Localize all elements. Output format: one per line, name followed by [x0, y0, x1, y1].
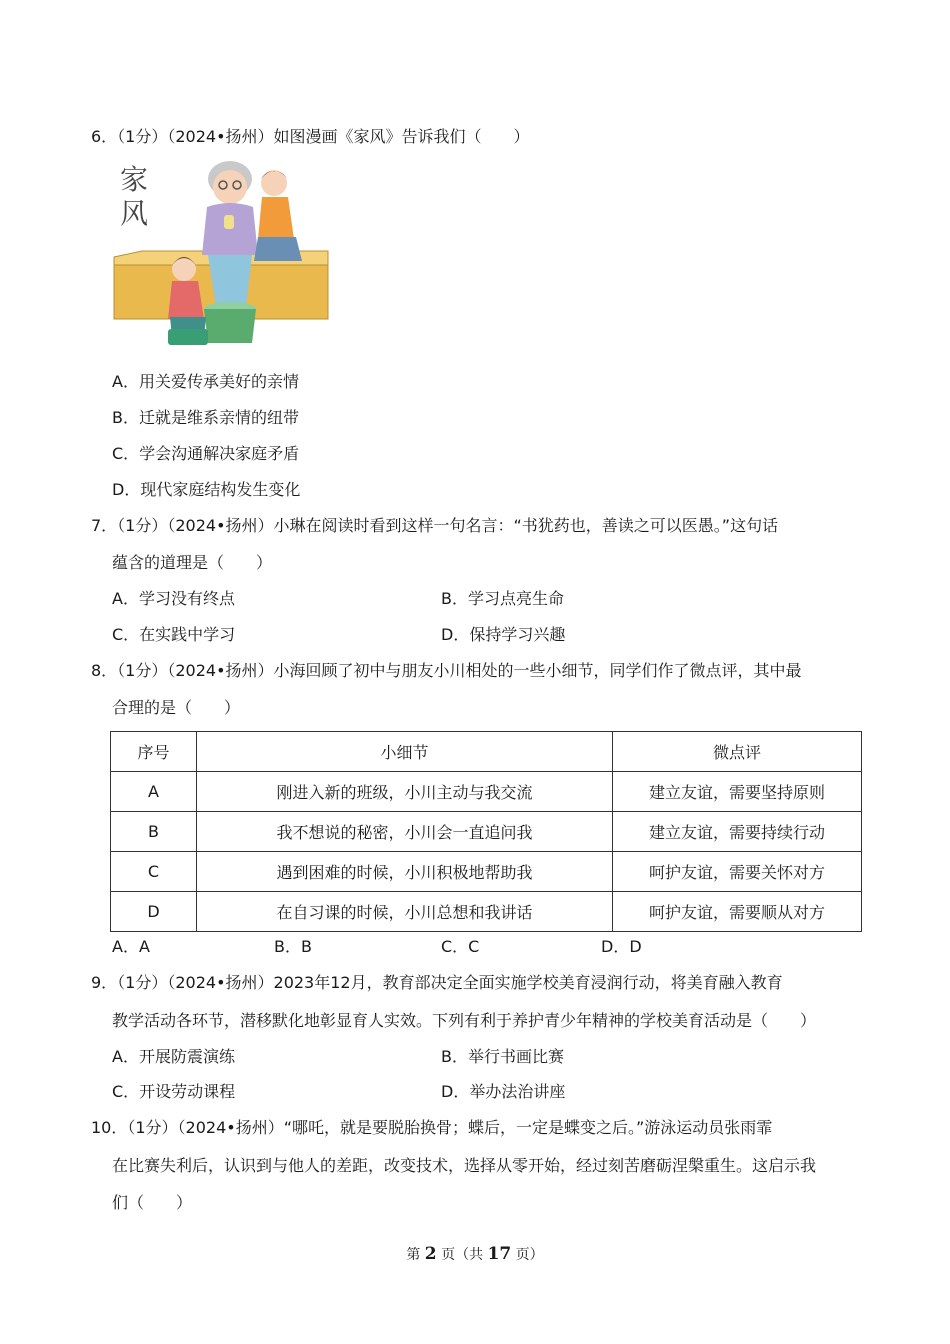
q9-stem-line-2: 教学活动各环节，潜移默化地彰显育人实效。下列有利于养护青少年精神的学校美育活动是（ ） [112, 1011, 817, 1030]
q9-option-c: C．开设劳动课程 [112, 1082, 236, 1101]
table-cell: D [111, 892, 197, 932]
q6-option-a: A．用关爱传承美好的亲情 [112, 372, 299, 391]
table-cell: 呵护友谊，需要顺从对方 [613, 892, 862, 932]
table-cell: 遇到困难的时候，小川积极地帮助我 [197, 852, 613, 892]
q8-stem-line-1: 8．（1分）（2024•扬州）小海回顾了初中与朋友小川相处的一些小细节，同学们作了微点评，其中最 [91, 661, 802, 680]
q9-stem-line-1: 9．（1分）（2024•扬州）2023年12月，教育部决定全面实施学校美育浸润行动，将美育融入教育 [91, 973, 783, 992]
q6-stem: 6．（1分）（2024•扬州）如图漫画《家风》告诉我们（ ） [91, 127, 530, 146]
table-header-cell: 微点评 [613, 732, 862, 772]
footer-page-number: 2 [424, 1244, 437, 1264]
q10-stem-line-1: 10．（1分）（2024•扬州）“哪吒，就是要脱胎换骨；蝶后，一定是蝶变之后。”游泳运动员张雨霏 [91, 1118, 773, 1137]
q7-stem-line-2: 蕴含的道理是（ ） [112, 553, 273, 572]
q6-option-c: C．学会沟通解决家庭矛盾 [112, 444, 300, 463]
table-cell: 在自习课的时候，小川总想和我讲话 [197, 892, 613, 932]
cartoon-title-char-1: 家 [120, 163, 149, 196]
q7-option-d: D．保持学习兴趣 [441, 625, 566, 644]
q8-option-d: D．D [601, 937, 642, 956]
q7-option-c: C．在实践中学习 [112, 625, 236, 644]
q7-option-b: B．学习点亮生命 [441, 589, 564, 608]
table-cell: B [111, 812, 197, 852]
table-header-cell: 小细节 [197, 732, 613, 772]
q9-option-b: B．举行书画比赛 [441, 1047, 564, 1066]
q8-option-c: C．C [441, 937, 480, 956]
table-cell: A [111, 772, 197, 812]
q7-stem-line-1: 7．（1分）（2024•扬州）小琳在阅读时看到这样一句名言：“书犹药也，善读之可以医愚。”这句话 [91, 516, 779, 535]
q6-option-b: B．迁就是维系亲情的纽带 [112, 408, 299, 427]
q8-stem-line-2: 合理的是（ ） [112, 698, 241, 717]
footer-mid: 页（共 [441, 1247, 484, 1263]
table-cell: 我不想说的秘密，小川会一直追问我 [197, 812, 613, 852]
table-header-row [111, 732, 862, 772]
table-row [111, 812, 862, 852]
q8-option-a: A．A [112, 937, 150, 956]
q10-stem-line-2: 在比赛失利后，认识到与他人的差距，改变技术，选择从零开始，经过刻苦磨砺涅槃重生。这启示我 [112, 1156, 817, 1175]
table-row [111, 772, 862, 812]
table-row [111, 852, 862, 892]
q10-stem-line-3: 们（ ） [112, 1193, 193, 1212]
table-cell: 建立友谊，需要坚持原则 [613, 772, 862, 812]
table-cell: C [111, 852, 197, 892]
page-footer [0, 1244, 950, 1265]
q8-table [110, 731, 862, 932]
q9-option-d: D．举办法治讲座 [441, 1082, 566, 1101]
family-cartoon-image [112, 157, 332, 349]
table-header-cell: 序号 [111, 732, 197, 772]
table-cell: 建立友谊，需要持续行动 [613, 812, 862, 852]
cartoon-title-char-2: 风 [120, 197, 149, 230]
table-row [111, 892, 862, 932]
footer-total-pages: 17 [487, 1244, 512, 1264]
table-cell: 刚进入新的班级，小川主动与我交流 [197, 772, 613, 812]
footer-prefix: 第 [406, 1247, 421, 1263]
q7-option-a: A．学习没有终点 [112, 589, 235, 608]
q9-option-a: A．开展防震演练 [112, 1047, 235, 1066]
table-cell: 呵护友谊，需要关怀对方 [613, 852, 862, 892]
q8-option-b: B．B [274, 937, 312, 956]
footer-suffix: 页） [515, 1247, 544, 1263]
q6-option-d: D．现代家庭结构发生变化 [112, 480, 301, 499]
